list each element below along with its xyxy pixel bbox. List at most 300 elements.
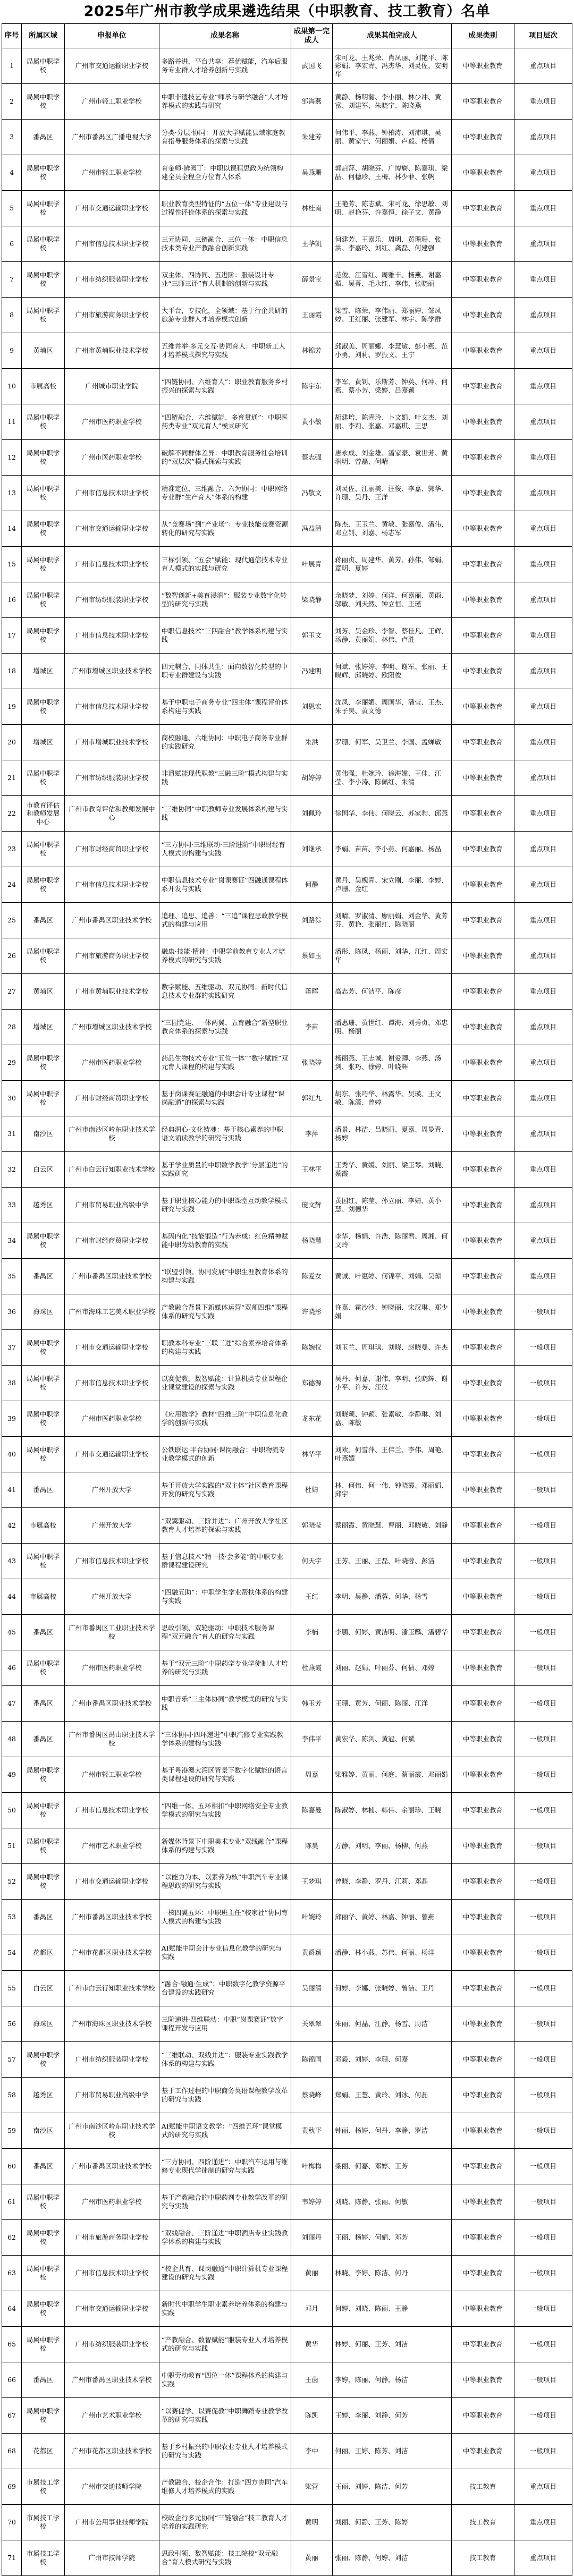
cell-name: 中职信息技术专业“岗课赛证”四融通课程体系开发与实践 bbox=[159, 867, 291, 903]
cell-region: 局属中职学校 bbox=[22, 1757, 65, 1793]
cell-unit: 广州市信息技术职业学校 bbox=[64, 1793, 159, 1828]
cell-others: 高志芳、何洁平、陈彦 bbox=[333, 974, 452, 1010]
cell-others: 刘丽、何静、王芳、陈婷 bbox=[333, 2505, 452, 2540]
table-row bbox=[2, 832, 572, 867]
cell-others: 黄宏华、陈剑、黄冠、何斌 bbox=[333, 1722, 452, 1757]
cell-category: 中等职业教育 bbox=[451, 1508, 514, 1544]
cell-others: 刘芳、吴金珍、李智、蔡佳凡、王辉、汤静、黄丽娟、林伟、卢胜 bbox=[333, 618, 452, 654]
cell-region: 市教育评估和教师发展中心 bbox=[22, 796, 65, 832]
cell-region: 局属中职学校 bbox=[22, 867, 65, 903]
cell-others: 宋可龙、王兆荣、肖凤丽、刘艳平、陈彩娟、李宏青、冯杰华、刘灵佐、安明华 bbox=[333, 48, 452, 84]
cell-category: 中等职业教育 bbox=[451, 2291, 514, 2327]
table-row bbox=[2, 1971, 572, 2006]
cell-region: 局属中职学校 bbox=[22, 1864, 65, 1900]
cell-others: 朱丽、何晶、江静、杨雪、周洁 bbox=[333, 2006, 452, 2042]
cell-name: 破解不同群体差异：中职教育服务社会培训的“双层次”模式探索与实践 bbox=[159, 440, 291, 476]
table-header-row bbox=[2, 24, 572, 48]
cell-name: “三维协同”中职教师专业发展体系构建与实践 bbox=[159, 796, 291, 832]
cell-name: “双翼驱动、三阶并进”：广州开放大学社区教育人才培养的探索与实践 bbox=[159, 1508, 291, 1544]
cell-level: 重点项目 bbox=[514, 440, 572, 476]
cell-name: “融合·融通·生成”：中职数字化教学资源平台建设的实践研究 bbox=[159, 1971, 291, 2006]
cell-unit: 广州市番禺区职业技术学校 bbox=[64, 903, 159, 938]
table-row bbox=[2, 903, 572, 938]
cell-others: 潘彤、陈凤、杨丽、刘华、江红、周宏华 bbox=[333, 938, 452, 974]
cell-leader: 刘佩玲 bbox=[291, 796, 333, 832]
cell-no: 38 bbox=[2, 1366, 22, 1401]
cell-no: 33 bbox=[2, 1188, 22, 1223]
cell-unit: 广州市南沙区岭东职业技术学校 bbox=[64, 1116, 159, 1152]
cell-name: AI赋能中职语文教学：“四维五环”课堂模式的研究与实践 bbox=[159, 2113, 291, 2149]
cell-no: 46 bbox=[2, 1650, 22, 1686]
cell-no: 22 bbox=[2, 796, 22, 832]
cell-unit: 广州市医药职业学校 bbox=[64, 1401, 159, 1437]
cell-unit: 广州市信息技术职业学校 bbox=[64, 867, 159, 903]
cell-others: 潘惠珊、黄世红、谭海、刘秀贞、邓忠明、杨丽 bbox=[333, 1010, 452, 1045]
cell-region: 局属中职学校 bbox=[22, 832, 65, 867]
cell-level: 重点项目 bbox=[514, 903, 572, 938]
table-row bbox=[2, 938, 572, 974]
cell-region: 局属中职学校 bbox=[22, 298, 65, 333]
cell-no: 44 bbox=[2, 1579, 22, 1615]
cell-others: 范俊、江雪红、周雅丰、杨燕、谢嘉媚、吴菁、毛永红、李伟、张晓丽 bbox=[333, 262, 452, 298]
table-row bbox=[2, 511, 572, 547]
cell-level: 重点项目 bbox=[514, 582, 572, 618]
cell-others: 王珊、黄芳、何丽、陈丽、江洋 bbox=[333, 1686, 452, 1722]
cell-unit: 广州市交通运输职业学校 bbox=[64, 2291, 159, 2327]
cell-no: 37 bbox=[2, 1330, 22, 1366]
cell-no: 62 bbox=[2, 2220, 22, 2256]
cell-leader: 郭玉文 bbox=[291, 618, 333, 654]
cell-leader: 梁晓静 bbox=[291, 582, 333, 618]
cell-leader: 杜婧 bbox=[291, 1472, 333, 1508]
cell-name: 中职劳动教育“四位一体”课程体系的构建与实践 bbox=[159, 2362, 291, 2398]
table-row bbox=[2, 1615, 572, 1650]
cell-level: 重点项目 bbox=[514, 48, 572, 84]
cell-no: 59 bbox=[2, 2113, 22, 2149]
cell-unit: 广州市医药职业学校 bbox=[64, 1045, 159, 1081]
cell-unit: 广州市白云行知职业技术学校 bbox=[64, 1971, 159, 2006]
cell-leader: 王华凯 bbox=[291, 226, 333, 262]
cell-leader: 冯益清 bbox=[291, 511, 333, 547]
cell-unit: 广州市番禺区广播电视大学 bbox=[64, 120, 159, 155]
cell-region: 局属中职学校 bbox=[22, 1401, 65, 1437]
cell-name: “三维联动、双线并进”：服装专业实践教学体系的构建与实践 bbox=[159, 2042, 291, 2078]
cell-leader: 林桂南 bbox=[291, 191, 333, 226]
cell-name: 新媒体背景下中职美术专业“双线融合”课程体系的构建与实践 bbox=[159, 1828, 291, 1864]
cell-no: 60 bbox=[2, 2149, 22, 2184]
cell-region: 番禺区 bbox=[22, 1259, 65, 1294]
cell-no: 10 bbox=[2, 369, 22, 404]
column-header-level: 项目层次 bbox=[514, 24, 572, 48]
cell-unit: 广州市财经商贸职业学校 bbox=[64, 832, 159, 867]
cell-others: 钟丽、杨婷、何丹、李静、罗洁 bbox=[333, 2113, 452, 2149]
cell-level: 重点项目 bbox=[514, 689, 572, 725]
table-row bbox=[2, 2398, 572, 2434]
table-row bbox=[2, 155, 572, 191]
table-row bbox=[2, 1010, 572, 1045]
cell-category: 中等职业教育 bbox=[451, 1223, 514, 1259]
cell-name: 思政引领、双轮驱动：中职技术服务课程“双元融合”育人的研究与实践 bbox=[159, 1615, 291, 1650]
cell-leader: 杨晓慧 bbox=[291, 1223, 333, 1259]
column-header-unit: 申报单位 bbox=[64, 24, 159, 48]
cell-no: 25 bbox=[2, 903, 22, 938]
cell-no: 3 bbox=[2, 120, 22, 155]
cell-no: 63 bbox=[2, 2256, 22, 2291]
cell-no: 11 bbox=[2, 404, 22, 440]
cell-region: 局属中职学校 bbox=[22, 2220, 65, 2256]
cell-level: 重点项目 bbox=[514, 725, 572, 760]
cell-leader: 黄秋平 bbox=[291, 2113, 333, 2149]
cell-leader: 林华平 bbox=[291, 1437, 333, 1472]
cell-no: 71 bbox=[2, 2540, 22, 2576]
cell-category: 中等职业教育 bbox=[451, 974, 514, 1010]
cell-name: 三元协同、三链融合、三位一体：中职信息技术类专业产教融合创新实践 bbox=[159, 226, 291, 262]
column-header-name: 成果名称 bbox=[159, 24, 291, 48]
cell-level: 一般项目 bbox=[514, 1330, 572, 1366]
cell-category: 中等职业教育 bbox=[451, 1828, 514, 1864]
cell-no: 20 bbox=[2, 725, 22, 760]
cell-others: 陈淑婷、林楠、韩伟、余丽珍、王晓 bbox=[333, 1793, 452, 1828]
cell-level: 一般项目 bbox=[514, 2149, 572, 2184]
cell-category: 中等职业教育 bbox=[451, 654, 514, 689]
cell-region: 番禺区 bbox=[22, 2362, 65, 2398]
cell-category: 中等职业教育 bbox=[451, 1081, 514, 1116]
cell-name: “双线融合、三阶递进”中职酒店专业实践教学体系的构建与实践 bbox=[159, 2220, 291, 2256]
cell-name: 三标引领、“五会”赋能：现代通信技术专业育人模式的实践与研究 bbox=[159, 547, 291, 582]
cell-region: 局属中职学校 bbox=[22, 404, 65, 440]
cell-region: 局属中职学校 bbox=[22, 1045, 65, 1081]
cell-leader: 黄丽 bbox=[291, 2540, 333, 2576]
column-header-others: 成果其他完成人 bbox=[333, 24, 452, 48]
cell-others: 王婷、李丽、刘静、何芳 bbox=[333, 2398, 452, 2434]
cell-level: 重点项目 bbox=[514, 1116, 572, 1152]
cell-region: 局属中职学校 bbox=[22, 440, 65, 476]
cell-region: 局属中职学校 bbox=[22, 1437, 65, 1472]
cell-category: 中等职业教育 bbox=[451, 2042, 514, 2078]
cell-level: 一般项目 bbox=[514, 1971, 572, 2006]
cell-no: 42 bbox=[2, 1508, 22, 1544]
cell-name: 基因内化“技能锻造”行为养成：红色精神赋能中职劳动教育的实践 bbox=[159, 1223, 291, 1259]
cell-unit: 广州市增城区职业技术学校 bbox=[64, 654, 159, 689]
cell-name: 校政企行多元协同“三链融合”技工教育人才培养的实践研究 bbox=[159, 2505, 291, 2540]
cell-name: 职业教育类型特征的“五位一体”专业建设与过程性评价体系的探索与实践 bbox=[159, 191, 291, 226]
cell-leader: 李萍 bbox=[291, 1116, 333, 1152]
cell-region: 市属技工学校 bbox=[22, 2469, 65, 2505]
table-row bbox=[2, 2505, 572, 2540]
cell-category: 中等职业教育 bbox=[451, 1259, 514, 1294]
table-row bbox=[2, 2042, 572, 2078]
cell-category: 中等职业教育 bbox=[451, 1757, 514, 1793]
cell-region: 越秀区 bbox=[22, 1188, 65, 1223]
cell-no: 28 bbox=[2, 1010, 22, 1045]
cell-unit: 广州市信息技术职业学校 bbox=[64, 618, 159, 654]
cell-name: 职教本科专业“三联三进”综合素养培育体系的构建与实践 bbox=[159, 1330, 291, 1366]
cell-unit: 广州市信息技术职业学校 bbox=[64, 476, 159, 511]
cell-category: 中等职业教育 bbox=[451, 1615, 514, 1650]
cell-category: 中等职业教育 bbox=[451, 1116, 514, 1152]
table-row bbox=[2, 1935, 572, 1971]
cell-region: 局属中职学校 bbox=[22, 582, 65, 618]
table-row bbox=[2, 1650, 572, 1686]
cell-leader: 陈爱女 bbox=[291, 1259, 333, 1294]
cell-category: 中等职业教育 bbox=[451, 1401, 514, 1437]
cell-region: 局属中职学校 bbox=[22, 262, 65, 298]
cell-unit: 广州市黄埔职业技术学校 bbox=[64, 974, 159, 1010]
cell-level: 重点项目 bbox=[514, 1081, 572, 1116]
table-row bbox=[2, 2113, 572, 2149]
cell-level: 重点项目 bbox=[514, 2540, 572, 2576]
cell-leader: 蔡晓峰 bbox=[291, 2078, 333, 2113]
table-row bbox=[2, 867, 572, 903]
cell-region: 局属中职学校 bbox=[22, 2184, 65, 2220]
cell-category: 中等职业教育 bbox=[451, 1366, 514, 1401]
cell-level: 一般项目 bbox=[514, 2327, 572, 2362]
cell-leader: 杜燕霞 bbox=[291, 1650, 333, 1686]
table-row bbox=[2, 1437, 572, 1472]
cell-others: 何建芳、王嘉乐、周明、黄珊珊、张洪、李嘉玲、刘红、龚磊、何建强 bbox=[333, 226, 452, 262]
cell-level: 一般项目 bbox=[514, 1900, 572, 1935]
cell-category: 中等职业教育 bbox=[451, 547, 514, 582]
cell-level: 重点项目 bbox=[514, 262, 572, 298]
cell-unit: 广州市番禺区职业技术学校 bbox=[64, 1686, 159, 1722]
table-row bbox=[2, 2469, 572, 2505]
cell-region: 市属高校 bbox=[22, 1508, 65, 1544]
cell-level: 重点项目 bbox=[514, 1223, 572, 1259]
cell-name: 中职信息技术“三四融合”教学体系构建与实践 bbox=[159, 618, 291, 654]
cell-region: 海珠区 bbox=[22, 1294, 65, 1330]
cell-region: 番禺区 bbox=[22, 903, 65, 938]
cell-region: 局属中职学校 bbox=[22, 2042, 65, 2078]
cell-unit: 广州市医药职业学校 bbox=[64, 1650, 159, 1686]
cell-level: 重点项目 bbox=[514, 1045, 572, 1081]
cell-level: 一般项目 bbox=[514, 2006, 572, 2042]
cell-region: 番禺区 bbox=[22, 1472, 65, 1508]
cell-region: 市属技工学校 bbox=[22, 2540, 65, 2576]
table-row bbox=[2, 1259, 572, 1294]
table-row bbox=[2, 2184, 572, 2220]
cell-others: 李军、黄钊、乐斯芳、钟英、何冲、何燕、蔡小芳、梁婷、吕嘉颖 bbox=[333, 369, 452, 404]
cell-category: 中等职业教育 bbox=[451, 1330, 514, 1366]
cell-leader: 陈嘉曼 bbox=[291, 1793, 333, 1828]
cell-category: 中等职业教育 bbox=[451, 796, 514, 832]
cell-category: 技工教育 bbox=[451, 2540, 514, 2576]
cell-name: 基于开放大学实践的“双主体”社区教育课程开发的研究与实践 bbox=[159, 1472, 291, 1508]
cell-region: 番禺区 bbox=[22, 1686, 65, 1722]
cell-unit: 广州市财经商贸职业学校 bbox=[64, 1223, 159, 1259]
cell-no: 64 bbox=[2, 2291, 22, 2327]
cell-unit: 广州市海珠区职业技术学校 bbox=[64, 2006, 159, 2042]
table-row bbox=[2, 2327, 572, 2362]
cell-others: 潘景、林洁、吕晓丽、夏嘉、周曼青、杨婷 bbox=[333, 1116, 452, 1152]
cell-others: 刘晓、陈静、张丽、何敏 bbox=[333, 2184, 452, 2220]
cell-region: 番禺区 bbox=[22, 1722, 65, 1757]
cell-leader: 蔡志强 bbox=[291, 440, 333, 476]
cell-leader: 邹海燕 bbox=[291, 84, 333, 120]
cell-name: 以赛促教，数智赋能：计算机类专业课程企业课堂建设的探索与实践 bbox=[159, 1366, 291, 1401]
cell-level: 一般项目 bbox=[514, 1757, 572, 1793]
cell-unit: 广州市增城职业技术学校 bbox=[64, 725, 159, 760]
cell-unit: 广州市教育评估和教师发展中心 bbox=[64, 796, 159, 832]
cell-region: 局属中职学校 bbox=[22, 48, 65, 84]
cell-region: 花都区 bbox=[22, 1935, 65, 1971]
table-row bbox=[2, 547, 572, 582]
cell-name: 大平台，专技化，全领域：基于行企共研的旅游专业群人才培养模式创新 bbox=[159, 298, 291, 333]
cell-others: 邱丽华、黄婷、林嘉、钟丽、曾燕 bbox=[333, 1900, 452, 1935]
cell-no: 23 bbox=[2, 832, 22, 867]
cell-region: 番禺区 bbox=[22, 120, 65, 155]
cell-level: 重点项目 bbox=[514, 2505, 572, 2540]
cell-level: 一般项目 bbox=[514, 1294, 572, 1330]
cell-others: 刘丽、赵娟、叶丽芬、何倩、邓婷 bbox=[333, 1650, 452, 1686]
table-row bbox=[2, 796, 572, 832]
cell-others: 邓毅、刘婷、李珊、何嘉 bbox=[333, 2042, 452, 2078]
cell-region: 局属中职学校 bbox=[22, 2291, 65, 2327]
cell-unit: 广州市轻工职业学校 bbox=[64, 1757, 159, 1793]
cell-name: 基于中职电子商务专业“四主体”课程评价体系构建与实践 bbox=[159, 689, 291, 725]
cell-unit: 广州市番禺区工业职业技术学校 bbox=[64, 1615, 159, 1650]
cell-region: 局属中职学校 bbox=[22, 1650, 65, 1686]
cell-others: 何丽、王婷、陈芳、刘洁 bbox=[333, 2434, 452, 2469]
cell-others: 李婷、陈丽、何静、杨洁 bbox=[333, 2362, 452, 2398]
results-table bbox=[2, 23, 572, 2576]
cell-unit: 广州市番禺区职业技术学校 bbox=[64, 2362, 159, 2398]
cell-unit: 广州市艺术职业学校 bbox=[64, 2398, 159, 2434]
cell-name: “三体协同·四环递进”中职汽修专业实践教学体系的建构与实践 bbox=[159, 1722, 291, 1757]
cell-name: 产教融合、校企合作：打造“四方协同”汽车维修人才培养模式的实践 bbox=[159, 2469, 291, 2505]
table-row bbox=[2, 725, 572, 760]
cell-no: 43 bbox=[2, 1544, 22, 1579]
cell-category: 中等职业教育 bbox=[451, 2327, 514, 2362]
cell-region: 局属中职学校 bbox=[22, 191, 65, 226]
cell-no: 26 bbox=[2, 938, 22, 974]
cell-category: 中等职业教育 bbox=[451, 191, 514, 226]
cell-name: 新时代中职学生职业素养培养体系的构建与实践 bbox=[159, 2291, 291, 2327]
cell-name: “四链融合、六维赋能、多育贯通”：中职医药类专业“双元育人”模式研究 bbox=[159, 404, 291, 440]
cell-level: 一般项目 bbox=[514, 2078, 572, 2113]
cell-category: 中等职业教育 bbox=[451, 155, 514, 191]
table-row bbox=[2, 618, 572, 654]
cell-name: 思政引领、数智赋能：技工院校“双元融合”育人模式研究与实践 bbox=[159, 2540, 291, 2576]
cell-category: 中等职业教育 bbox=[451, 1686, 514, 1722]
cell-category: 中等职业教育 bbox=[451, 1294, 514, 1330]
cell-leader: 胡婷婷 bbox=[291, 760, 333, 796]
cell-no: 52 bbox=[2, 1864, 22, 1900]
cell-unit: 广州市医药职业学校 bbox=[64, 440, 159, 476]
cell-no: 12 bbox=[2, 440, 22, 476]
cell-region: 南沙区 bbox=[22, 2113, 65, 2149]
cell-level: 一般项目 bbox=[514, 1508, 572, 1544]
cell-unit: 广州市信息技术职业学校 bbox=[64, 1366, 159, 1401]
cell-no: 4 bbox=[2, 155, 22, 191]
cell-others: 胡东、张巧华、林露华、吴瑛、王文敏、陈潇、曾婷 bbox=[333, 1081, 452, 1116]
cell-category: 中等职业教育 bbox=[451, 689, 514, 725]
cell-category: 中等职业教育 bbox=[451, 369, 514, 404]
table-row bbox=[2, 1116, 572, 1152]
cell-name: “以赛促学、以赛促教”中职舞蹈专业教学改革的研究与实践 bbox=[159, 2398, 291, 2434]
cell-level: 一般项目 bbox=[514, 2256, 572, 2291]
cell-no: 18 bbox=[2, 654, 22, 689]
cell-region: 番禺区 bbox=[22, 1615, 65, 1650]
cell-others: 刘欢、何雪萍、王伟兰、李伟、周艳、叶燕媚 bbox=[333, 1437, 452, 1472]
cell-region: 局属中职学校 bbox=[22, 1793, 65, 1828]
cell-others: 刘玉兰、周琪琪、刘晓、赵晓曼、许杰 bbox=[333, 1330, 452, 1366]
cell-no: 17 bbox=[2, 618, 22, 654]
cell-level: 一般项目 bbox=[514, 1722, 572, 1757]
cell-region: 局属中职学校 bbox=[22, 2256, 65, 2291]
cell-others: 刘灵佐、江丽美、汪俊、李嘉、郭华、许珊、吴丹、王洋 bbox=[333, 476, 452, 511]
cell-others: 余晓梦、刘婷、何洋、何嘉丽、黄雨、邬敏、刘天然、钟立恒、王瑾 bbox=[333, 582, 452, 618]
cell-region: 市属高校 bbox=[22, 369, 65, 404]
cell-category: 中等职业教育 bbox=[451, 511, 514, 547]
cell-region: 局属中职学校 bbox=[22, 226, 65, 262]
cell-name: 一核四翼五环：中职班主任“校家社”协同育人模式的构建与实践 bbox=[159, 1900, 291, 1935]
cell-unit: 广州市技师学院 bbox=[64, 2540, 159, 2576]
cell-others: 林、何伟、何一伟、钟晓霞、邓丽娟、邱宇 bbox=[333, 1472, 452, 1508]
cell-name: 基于学业质量的中职数学教学“分层递进”的实践研究 bbox=[159, 1152, 291, 1188]
cell-unit: 广州市纺织服装职业学校 bbox=[64, 2042, 159, 2078]
cell-region: 局属中职学校 bbox=[22, 760, 65, 796]
cell-no: 31 bbox=[2, 1116, 22, 1152]
cell-region: 局属中职学校 bbox=[22, 689, 65, 725]
cell-no: 56 bbox=[2, 2006, 22, 2042]
cell-unit: 广州市交通运输职业学校 bbox=[64, 511, 159, 547]
cell-leader: 吴燕珊 bbox=[291, 155, 333, 191]
cell-unit: 广州市增城区职业技术学校 bbox=[64, 1010, 159, 1045]
cell-no: 2 bbox=[2, 84, 22, 120]
cell-no: 32 bbox=[2, 1152, 22, 1188]
table-row bbox=[2, 1294, 572, 1330]
cell-others: 杨丽燕、王志诚、谢爱卿、李燕、汤剑、张巧、徐婷、叶晓辉 bbox=[333, 1045, 452, 1081]
cell-level: 重点项目 bbox=[514, 796, 572, 832]
cell-category: 中等职业教育 bbox=[451, 262, 514, 298]
cell-category: 中等职业教育 bbox=[451, 760, 514, 796]
cell-others: 唐永成、刘金雄、潘家豪、袁世芳、黄润明、曾磊、何晴 bbox=[333, 440, 452, 476]
cell-region: 局属中职学校 bbox=[22, 618, 65, 654]
cell-no: 45 bbox=[2, 1615, 22, 1650]
cell-region: 局属中职学校 bbox=[22, 155, 65, 191]
cell-level: 重点项目 bbox=[514, 155, 572, 191]
document-title: 2025年广州市教学成果遴选结果（中职教育、技工教育）名单 bbox=[83, 3, 491, 20]
cell-region: 番禺区 bbox=[22, 1900, 65, 1935]
cell-leader: 武国飞 bbox=[291, 48, 333, 84]
table-row bbox=[2, 1828, 572, 1864]
cell-no: 50 bbox=[2, 1793, 22, 1828]
cell-no: 24 bbox=[2, 867, 22, 903]
cell-category: 中等职业教育 bbox=[451, 1793, 514, 1828]
cell-level: 一般项目 bbox=[514, 1650, 572, 1686]
cell-leader: 韩玉芳 bbox=[291, 1686, 333, 1722]
cell-level: 一般项目 bbox=[514, 1615, 572, 1650]
cell-unit: 广州市旅游商务职业学校 bbox=[64, 298, 159, 333]
cell-unit: 广州市番禺区职业技术学校 bbox=[64, 1900, 159, 1935]
cell-others: 方静、刘明、李丽、杨柳、何燕 bbox=[333, 1828, 452, 1864]
cell-unit: 广州市医药职业学校 bbox=[64, 2184, 159, 2220]
cell-unit: 广州市信息技术职业学校 bbox=[64, 1544, 159, 1579]
cell-leader: 李伟平 bbox=[291, 1722, 333, 1757]
cell-others: 李明、吴静、潘蓉、何华、杨雪 bbox=[333, 1579, 452, 1615]
cell-level: 重点项目 bbox=[514, 974, 572, 1010]
cell-others: 曾晓、李静、罗丹、江莉、邓晶 bbox=[333, 1864, 452, 1900]
cell-others: 蔡丽霞、黄晓慧、曹丽、邓晓敏、刘静 bbox=[333, 1508, 452, 1544]
cell-category: 中等职业教育 bbox=[451, 2220, 514, 2256]
cell-no: 54 bbox=[2, 1935, 22, 1971]
cell-unit: 广州市信息技术职业学校 bbox=[64, 689, 159, 725]
cell-level: 重点项目 bbox=[514, 226, 572, 262]
cell-level: 重点项目 bbox=[514, 1010, 572, 1045]
cell-name: 中职非遗技艺专业“师承与研学融合”人才培养模式的实践与研究 bbox=[159, 84, 291, 120]
table-row bbox=[2, 2256, 572, 2291]
cell-leader: 郑德源 bbox=[291, 1366, 333, 1401]
